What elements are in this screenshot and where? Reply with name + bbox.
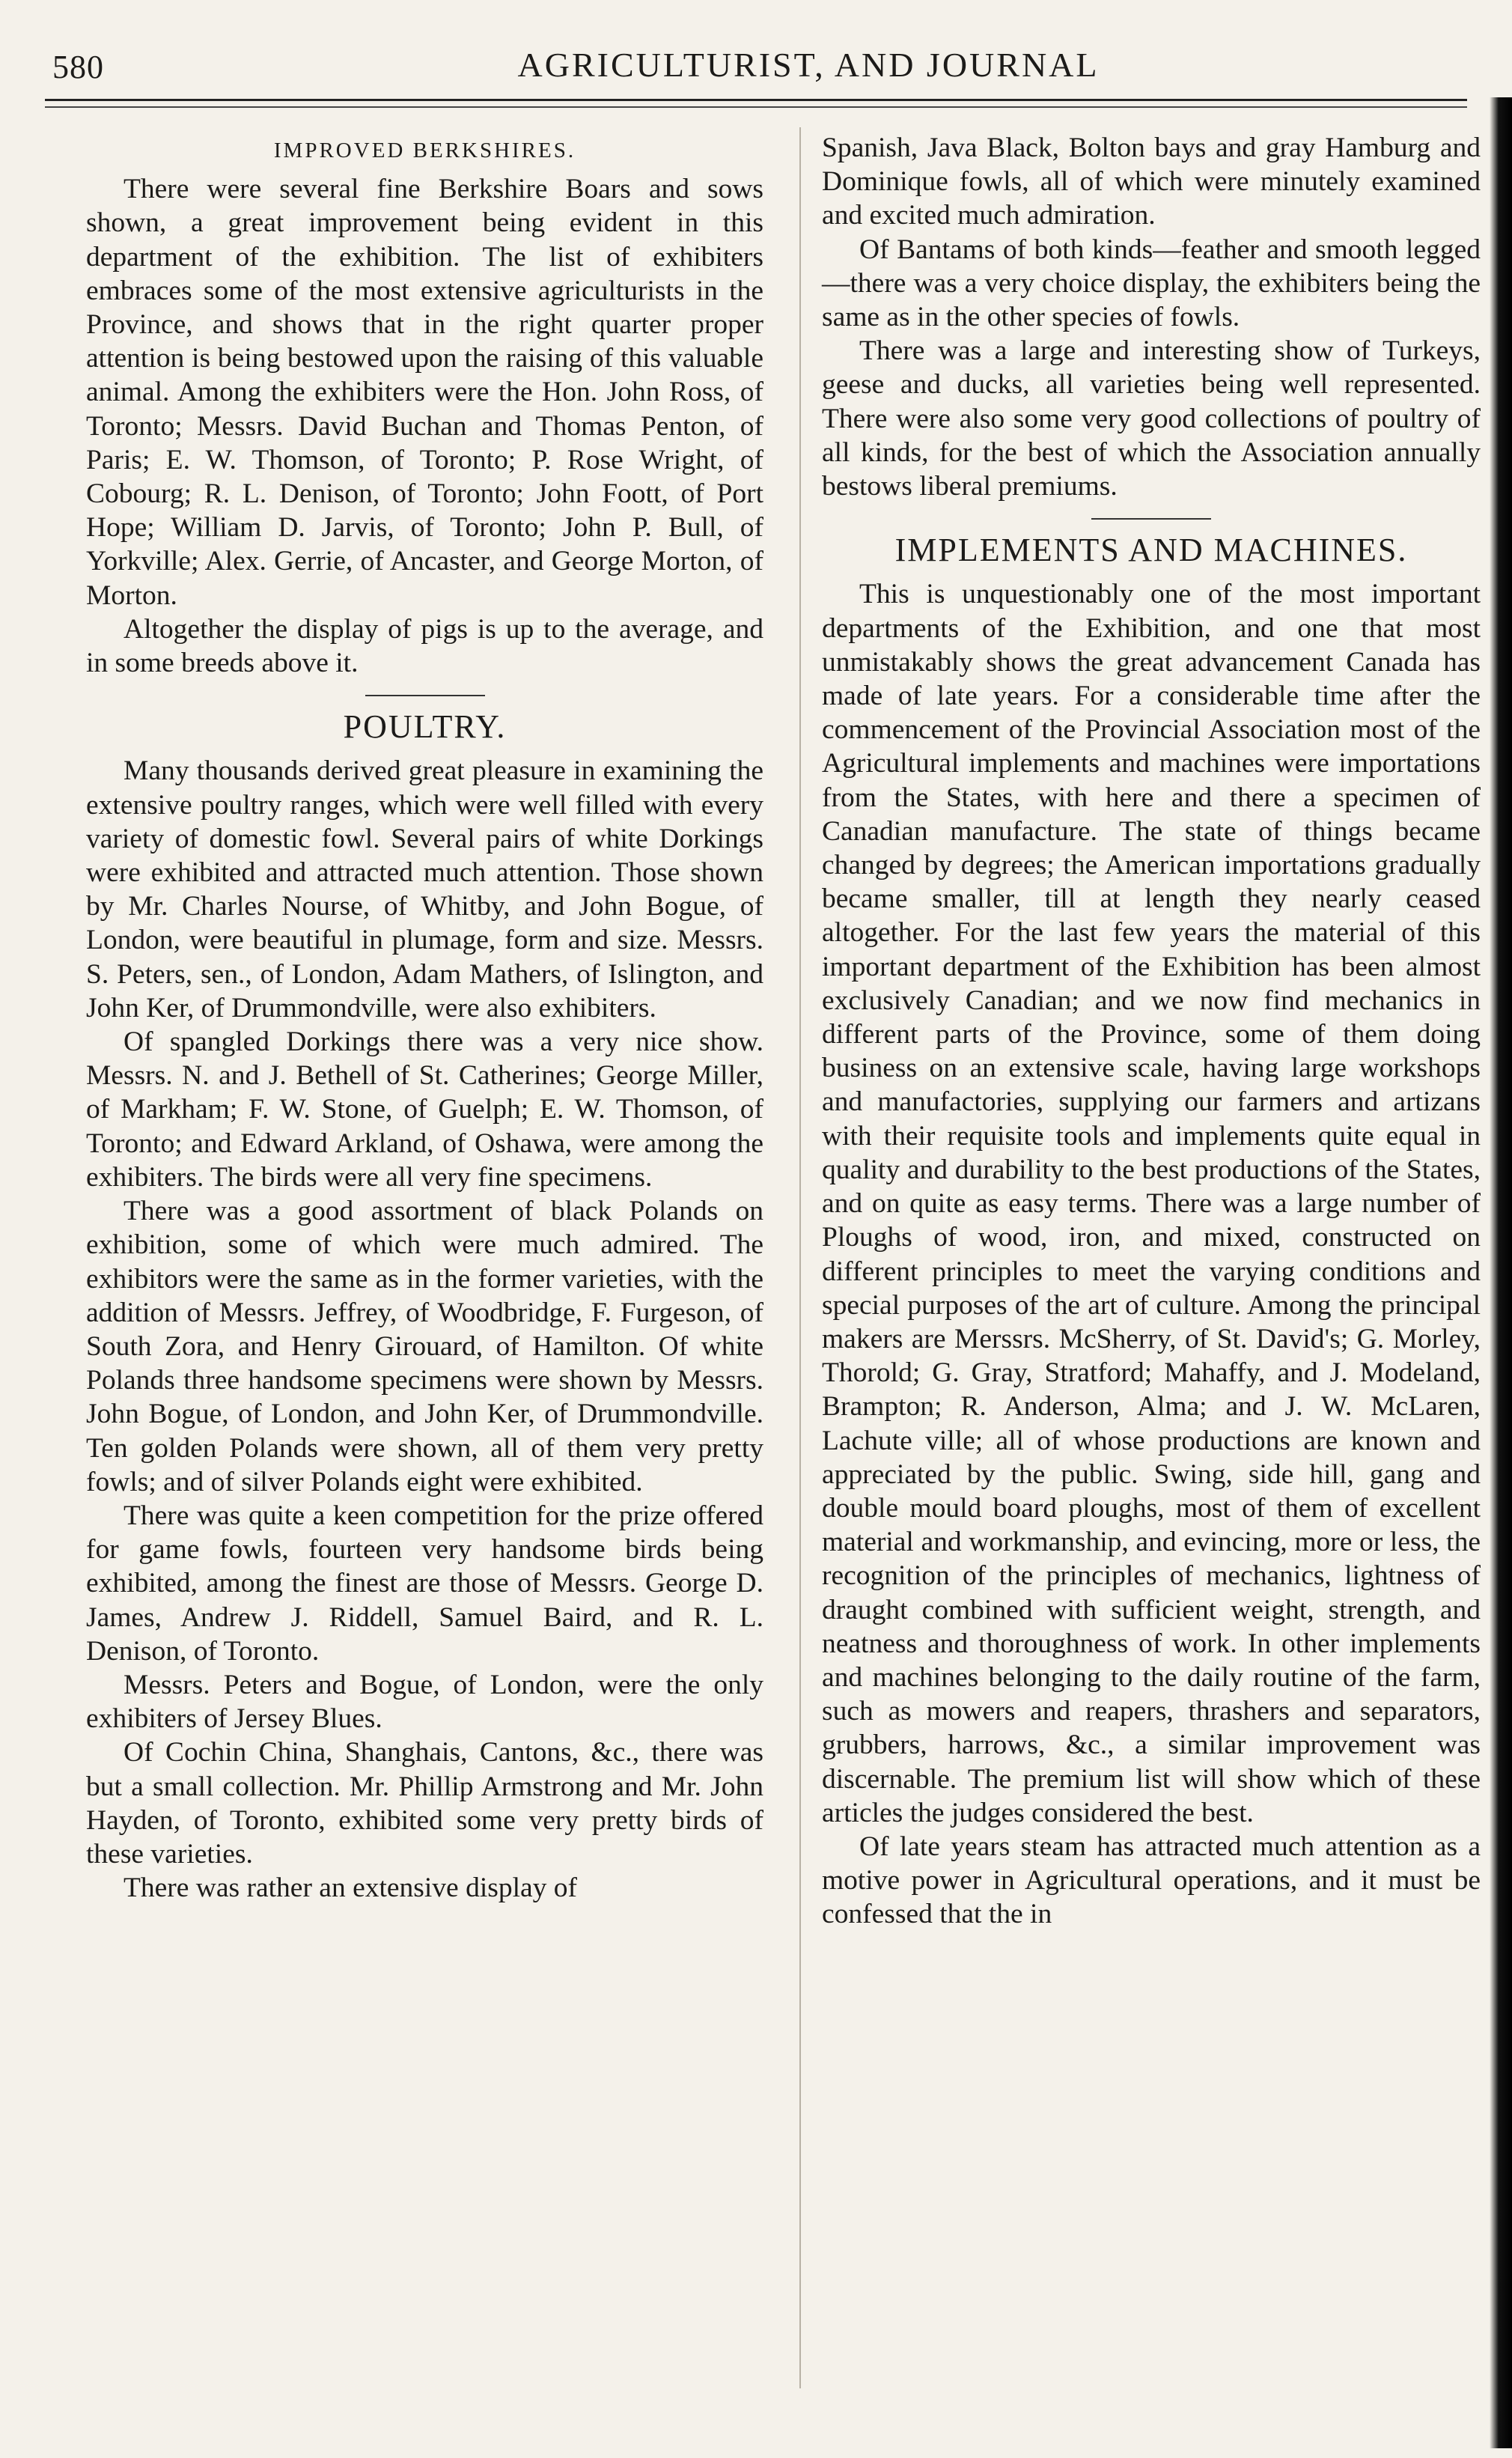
paragraph-poultry-2: Of spangled Dorkings there was a very nice show. Messrs. N. and J. Bethell of St. Catherines; George Miller, of Markham; F. W. Stone, of Guelph; E. W. Thomson, of Toronto; and Edward Arkland, of Oshawa, were among the exhibiters. The birds were all very fine specimens.	[86, 1026, 763, 1193]
paragraph-berkshires-2: Altogether the display of pigs is up to the average, and in some breeds above it.	[86, 613, 763, 679]
paragraph-implements-1: This is unquestionably one of the most important departments of the Exhibition, and one that most unmistakably shows the great advancement Canada has made of late years. For a considerable time after the commencement of the Provincial Association most of the Agricultural implements and machines were importations from the States, with here and there a specimen of Canadian manufacture. The state of things became changed by degrees; the American importations gradually became smaller, till at length they nearly ceased altogether. For the last few years the material of this important department of the Exhibition has been almost exclusively Canadian; and we now find mechanics in different parts of the Province, some of them doing business on an extensive scale, having large workshops and manufactories, supplying our farmers and artizans with their requisite tools and implements quite equal in quality and durability to the best productions of the States, and on quite as easy terms. There was a large number of Ploughs of wood, iron, and mixed, constructed on different principles to meet the varying conditions and special purposes of the art of culture. Among the principal makers are Merssrs. McSherry, of St. David's; G. Morley, Thorold; G. Gray, Stratford; Mahaffy, and J. Modeland, Brampton; R. Anderson, Alma; and J. W. McLaren, Lachute ville; all of whose productions are known and appreciated by the public. Swing, side hill, gang and double mould board ploughs, most of them of excellent material and workmanship, and evincing, more or less, the recognition of the principles of mechanics, lightness of draught combined with sufficient weight, strength, and neatness and thoroughness of work. In other implements and machines belonging to the daily routine of the farm, such as mowers and reapers, thrashers and separators, grubbers, harrows, &c., a similar improvement was discernable. The premium list will show which of these articles the judges considered the best.	[822, 579, 1481, 1828]
paragraph-poultry-6: Of Cochin China, Shanghais, Cantons, &c., there was but a small collection. Mr. Phillip Armstrong and Mr. John Hayden, of Toronto, exhibited some very pretty birds of these varieties.	[86, 1737, 763, 1870]
left-column	[86, 131, 763, 1905]
right-column	[822, 131, 1481, 1932]
section-heading-berkshires: IMPROVED BERKSHIRES.	[273, 139, 576, 162]
section-heading-poultry: POULTRY.	[343, 708, 507, 746]
section-divider	[365, 695, 485, 696]
paragraph-turkeys: There was a large and interesting show of Turkeys, geese and ducks, all varieties being well represented. There were also some very good collections of poultry of all kinds, for the best of which the Association annually bestows liberal premiums.	[822, 335, 1481, 502]
paragraph-poultry-5: Messrs. Peters and Bogue, of London, were the only exhibiters of Jersey Blues.	[86, 1669, 763, 1735]
paragraph-poultry-7: There was rather an extensive display of	[124, 1873, 578, 1904]
section-heading-implements: IMPLEMENTS AND MACHINES.	[894, 532, 1408, 569]
running-head: AGRICULTURIST, AND JOURNAL	[517, 46, 1100, 84]
page-number: 580	[52, 49, 104, 85]
paragraph-steam: Of late years steam has attracted much attention as a motive power in Agricultural operations, and it must be confessed that the in	[822, 1831, 1481, 1930]
paragraph-poultry-3: There was a good assortment of black Polands on exhibition, some of which were much admired. The exhibitors were the same as in the former varieties, with the addition of Messrs. Jeffrey, of Woodbridge, F. Furgeson, of South Zora, and Henry Girouard, of Hamilton. Of white Polands three handsome specimens were shown by Messrs. John Bogue, of London, and John Ker, of Drummondville. Ten golden Polands were shown, all of them very pretty fowls; and of silver Polands eight were exhibited.	[86, 1196, 763, 1497]
scan-edge-shadow	[1490, 97, 1512, 2448]
header-rule	[45, 99, 1467, 101]
page-header	[52, 22, 1460, 105]
column-divider	[799, 127, 801, 2388]
paragraph-bantams: Of Bantams of both kinds—feather and smooth legged—there was a very choice display, the exhibiters being the same as in the other species of fowls.	[822, 234, 1481, 333]
paragraph-poultry-continued: Spanish, Java Black, Bolton bays and gray Hamburg and Dominique fowls, all of which were minutely examined and excited much admiration.	[822, 133, 1481, 231]
paragraph-poultry-1: Many thousands derived great pleasure in examining the extensive poultry ranges, which were well filled with every variety of domestic fowl. Several pairs of white Dorkings were exhibited and attracted much attention. Those shown by Mr. Charles Nourse, of Whitby, and John Bogue, of London, were beautiful in plumage, form and size. Messrs. S. Peters, sen., of London, Adam Mathers, of Islington, and John Ker, of Drummondville, were also exhibiters.	[86, 755, 763, 1023]
section-divider	[1091, 518, 1211, 520]
paragraph-poultry-4: There was quite a keen competition for the prize offered for game fowls, fourteen very handsome birds being exhibited, among the finest are those of Messrs. George D. James, Andrew J. Riddell, Samuel Baird, and R. L. Denison, of Toronto.	[86, 1500, 763, 1667]
paragraph-berkshires-1: There were several fine Berkshire Boars and sows shown, a great improvement being evident in this department of the exhibition. The list of exhibiters embraces some of the most extensive agriculturists in the Province, and shows that in the right quarter proper attention is being bestowed upon the raising of this valuable animal. Among the exhibiters were the Hon. John Ross, of Toronto; Messrs. David Buchan and Thomas Penton, of Paris; E. W. Thomson, of Toronto; P. Rose Wright, of Cobourg; R. L. Denison, of Toronto; John Foott, of Port Hope; William D. Jarvis, of Toronto; John P. Bull, of Yorkville; Alex. Gerrie, of Ancaster, and George Morton, of Morton.	[86, 174, 763, 611]
header-rule-secondary	[45, 106, 1467, 108]
